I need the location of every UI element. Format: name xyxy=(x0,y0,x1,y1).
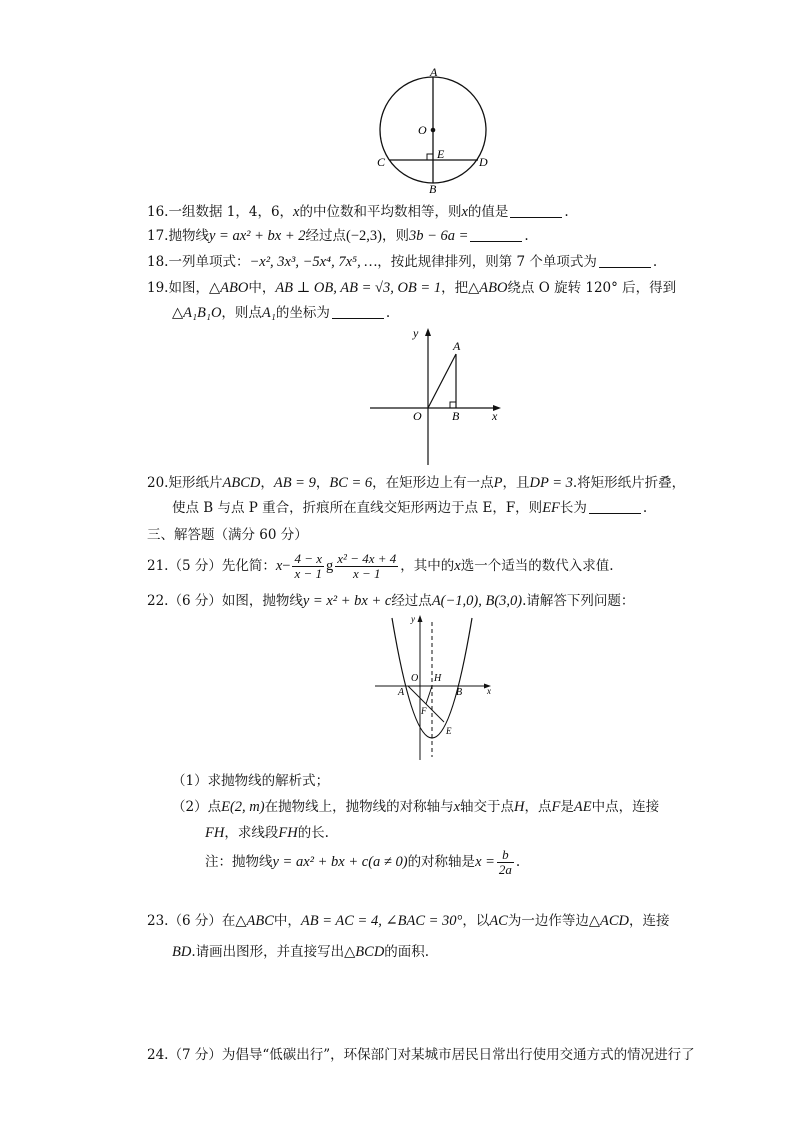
right-angle-mark xyxy=(427,154,433,160)
label-e: E xyxy=(437,147,445,161)
label-e: E xyxy=(446,726,452,736)
question-19-line-2: △A₁B₁O，则点A₁的坐标为 . xyxy=(172,305,391,321)
section-heading: 三、解答题（满分 60 分） xyxy=(147,527,308,543)
question-19-line-1: 19.如图，△ABO中，AB ⊥ OB, AB = √3, OB = 1，把△ABO绕点 O 旋转 120° 后，得到 xyxy=(147,280,677,296)
fraction-2: $\frac{\text{x² − 4x + 4}}{x - 1}$ xyxy=(337,551,397,581)
circle-figure xyxy=(370,62,500,197)
label-x: x xyxy=(487,686,491,696)
segment-fh xyxy=(426,686,432,704)
triangle-figure xyxy=(365,322,510,467)
parabola-figure xyxy=(370,612,500,764)
label-f: F xyxy=(421,706,427,716)
label-x: x xyxy=(492,409,498,423)
fraction-note: $\frac{b}{2a}$ xyxy=(498,847,512,877)
label-o: O xyxy=(413,409,422,423)
question-21: 21.（5 分）先化简：x− $\frac{4 - x}{x - 1}$ g $\frac{\text{x² − 4x + 4}}{x - 1}$ ，其中的x选一个适当的数代入求值. xyxy=(147,551,614,581)
label-o: O xyxy=(411,673,419,684)
label-a: A xyxy=(453,339,461,353)
question-22-note: 注：抛物线y = ax² + bx + c(a ≠ 0)的对称轴是x = $\frac{b}{2a}$ . xyxy=(205,847,521,877)
question-20-line-2: 使点 B 与点 P 重合，折痕所在直线交矩形两边于点 E，F，则EF长为 . xyxy=(172,500,648,516)
label-a: A xyxy=(430,65,438,79)
answer-blank xyxy=(510,203,562,218)
label-b: B xyxy=(429,182,437,196)
label-b: B xyxy=(456,687,463,698)
center-point xyxy=(431,128,436,133)
label-h: H xyxy=(434,673,442,684)
question-22-part-1: （1）求抛物线的解析式； xyxy=(172,773,330,789)
question-22-part-2-cont: FH，求线段FH的长. xyxy=(205,825,329,841)
question-20-line-1: 20.矩形纸片ABCD，AB = 9，BC = 6，在矩形边上有一点P，且DP = 3.将矩形纸片折叠， xyxy=(147,475,686,491)
label-d: D xyxy=(479,155,488,169)
y-axis-arrow xyxy=(425,328,431,336)
question-22-part-2: （2）点E(2, m)在抛物线上，抛物线的对称轴与x轴交于点H，点F是AE中点，连接 xyxy=(172,799,660,815)
label-c: C xyxy=(377,155,386,169)
label-y: y xyxy=(413,326,419,340)
question-23-line-2: BD.请画出图形，并直接写出△BCD的面积. xyxy=(172,944,430,960)
answer-blank xyxy=(470,227,522,242)
label-a: A xyxy=(398,687,405,698)
question-17: 17.抛物线y = ax² + bx + 2经过点(−2,3)，则3b − 6a = . xyxy=(147,228,529,244)
answer-blank xyxy=(599,253,651,268)
label-y: y xyxy=(411,614,415,624)
question-24: 24.（7 分）为倡导“低碳出行”，环保部门对某城市居民日常出行使用交通方式的情况进行了 xyxy=(147,1047,695,1063)
label-b: B xyxy=(452,409,460,423)
label-o: O xyxy=(418,123,427,137)
answer-blank xyxy=(332,304,384,319)
segment-oa xyxy=(428,354,456,408)
question-23-line-1: 23.（6 分）在△ABC中，AB = AC = 4, ∠BAC = 30°，以AC为一边作等边△ACD，连接 xyxy=(147,913,670,929)
question-16: 16.一组数据 1，4，6，x的中位数和平均数相等，则x的值是 . xyxy=(147,204,569,220)
right-angle-mark xyxy=(450,402,456,408)
answer-blank xyxy=(589,499,641,514)
fraction-1: $\frac{4 - x}{x - 1}$ xyxy=(294,551,323,581)
question-22: 22.（6 分）如图，抛物线y = x² + bx + c经过点A(−1,0), B(3,0).请解答下列问题： xyxy=(147,593,635,609)
question-18: 18.一列单项式：−x², 3x³, −5x⁴, 7x⁵, …，按此规律排列，则第 7 个单项式为 . xyxy=(147,254,658,270)
y-axis-arrow xyxy=(418,615,423,622)
